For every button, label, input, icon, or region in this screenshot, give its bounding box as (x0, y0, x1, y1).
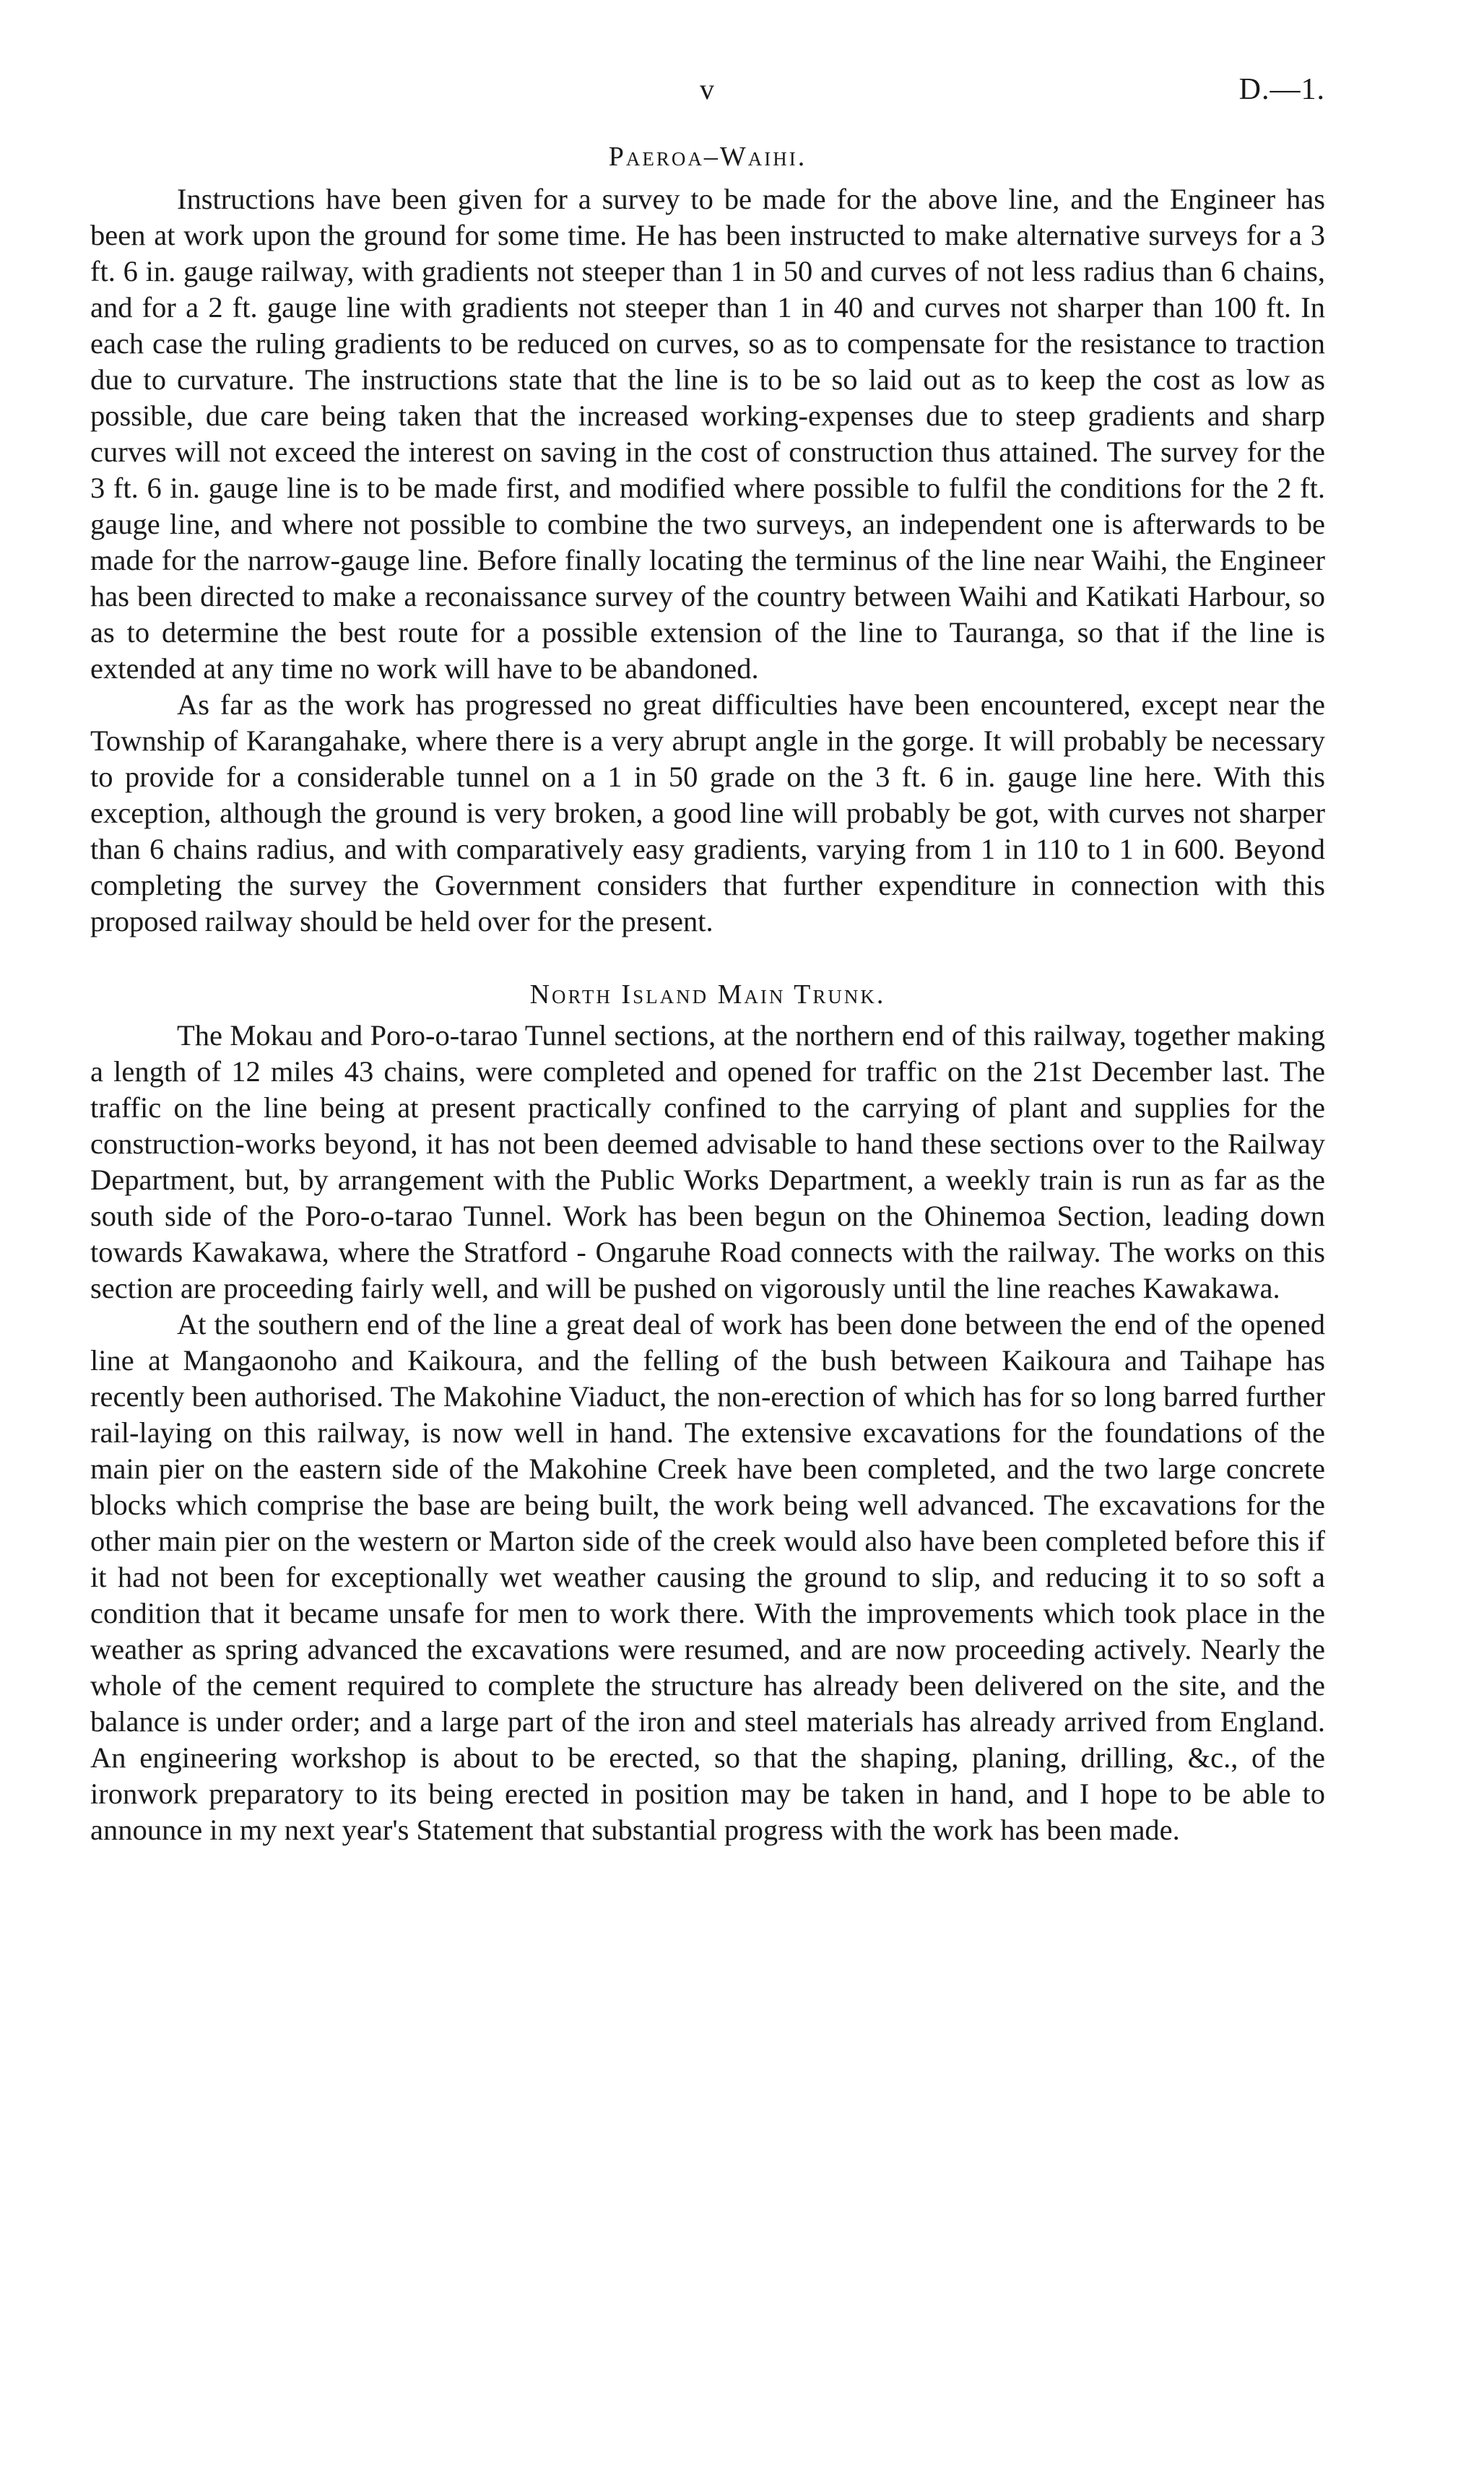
page-header (90, 72, 1325, 116)
section-heading-paeroa-waihi: Paeroa–Waihi. (608, 142, 807, 172)
document-reference: D.—1. (1238, 73, 1325, 106)
paragraph: As far as the work has progressed no great difficulties have been encountered, except near the Township of Karangahake, where there is a very abrupt angle in the gorge. It will probably be necessary to provide for a considerable tunnel on a 1 in 50 grade on the 3 ft. 6 in. gauge line here. With this exception, although the ground is very broken, a good line will probably be got, with curves not sharper than 6 chains radius, and with comparatively easy gradients, varying from 1 in 110 to 1 in 600. Beyond completing the survey the Government considers that further expenditure in connection with this proposed railway should be held over for the present. (90, 688, 1325, 937)
paragraph: The Mokau and Poro-o-tarao Tunnel sections, at the northern end of this railway, together making a length of 12 miles 43 chains, were completed and opened for traffic on the 21st December last. The traffic on the line being at present practically confined to the carrying of plant and supplies for the construction-works beyond, it has not been deemed advisable to hand these sections over to the Railway Department, but, by arrangement with the Public Works Department, a weekly train is run as far as the south side of the Poro-o-tarao Tunnel. Work has been begun on the Ohinemoa Section, leading down towards Kawakawa, where the Stratford - Ongaruhe Road connects with the railway. The works on this section are proceeding fairly well, and will be pushed on vigorously until the line reaches Kawakawa. (90, 1019, 1325, 1304)
paragraph: At the southern end of the line a great deal of work has been done between the end of the opened line at Mangaonoho and Kaikoura, and the felling of the bush between Kaikoura and Taihape has recently been authorised. The Makohine Viaduct, the non-erection of which has for so long barred further rail-laying on this railway, is now well in hand. The extensive excavations for the foundations of the main pier on the eastern side of the Makohine Creek have been completed, and the two large concrete blocks which comprise the base are being built, the work being well advanced. The excavations for the other main pier on the western or Marton side of the creek would also have been completed before this if it had not been for exceptionally wet weather causing the ground to slip, and reducing it to so soft a condition that it became unsafe for men to work there. With the improvements which took place in the weather as spring advanced the excavations were resumed, and are now proceeding actively. Nearly the whole of the cement required to complete the structure has already been delivered on the site, and the balance is under order; and a large part of the iron and steel materials has already arrived from England. An engineering workshop is about to be erected, so that the shaping, planing, drilling, &c., of the ironwork preparatory to its being erected in position may be taken in hand, and I hope to be able to announce in my next year's Statement that substantial progress with the work has been made. (90, 1308, 1325, 1846)
section-heading-north-island-main-trunk: North Island Main Trunk. (529, 979, 886, 1010)
page-body (90, 141, 1325, 1848)
paragraph: Instructions have been given for a survey to be made for the above line, and the Engineer has been at work upon the ground for some time. He has been instructed to make alternative surveys for a 3 ft. 6 in. gauge railway, with gradients not steeper than 1 in 50 and curves of not less radius than 6 chains, and for a 2 ft. gauge line with gradients not steeper than 1 in 40 and curves not sharper than 100 ft. In each case the ruling gradients to be reduced on curves, so as to compensate for the resistance to traction due to curvature. The instructions state that the line is to be so laid out as to keep the cost as low as possible, due care being taken that the increased working-expenses due to steep gradients and sharp curves will not exceed the interest on saving in the cost of construction thus attained. The survey for the 3 ft. 6 in. gauge line is to be made first, and modified where possible to fulfil the conditions for the 2 ft. gauge line, and where not possible to combine the two surveys, an independent one is afterwards to be made for the narrow-gauge line. Before finally locating the terminus of the line near Waihi, the Engineer has been directed to make a reconaissance survey of the country between Waihi and Katikati Harbour, so as to determine the best route for a possible extension of the line to Tauranga, so that if the line is extended at any time no work will have to be abandoned. (90, 183, 1325, 685)
page-number: v (700, 73, 716, 105)
